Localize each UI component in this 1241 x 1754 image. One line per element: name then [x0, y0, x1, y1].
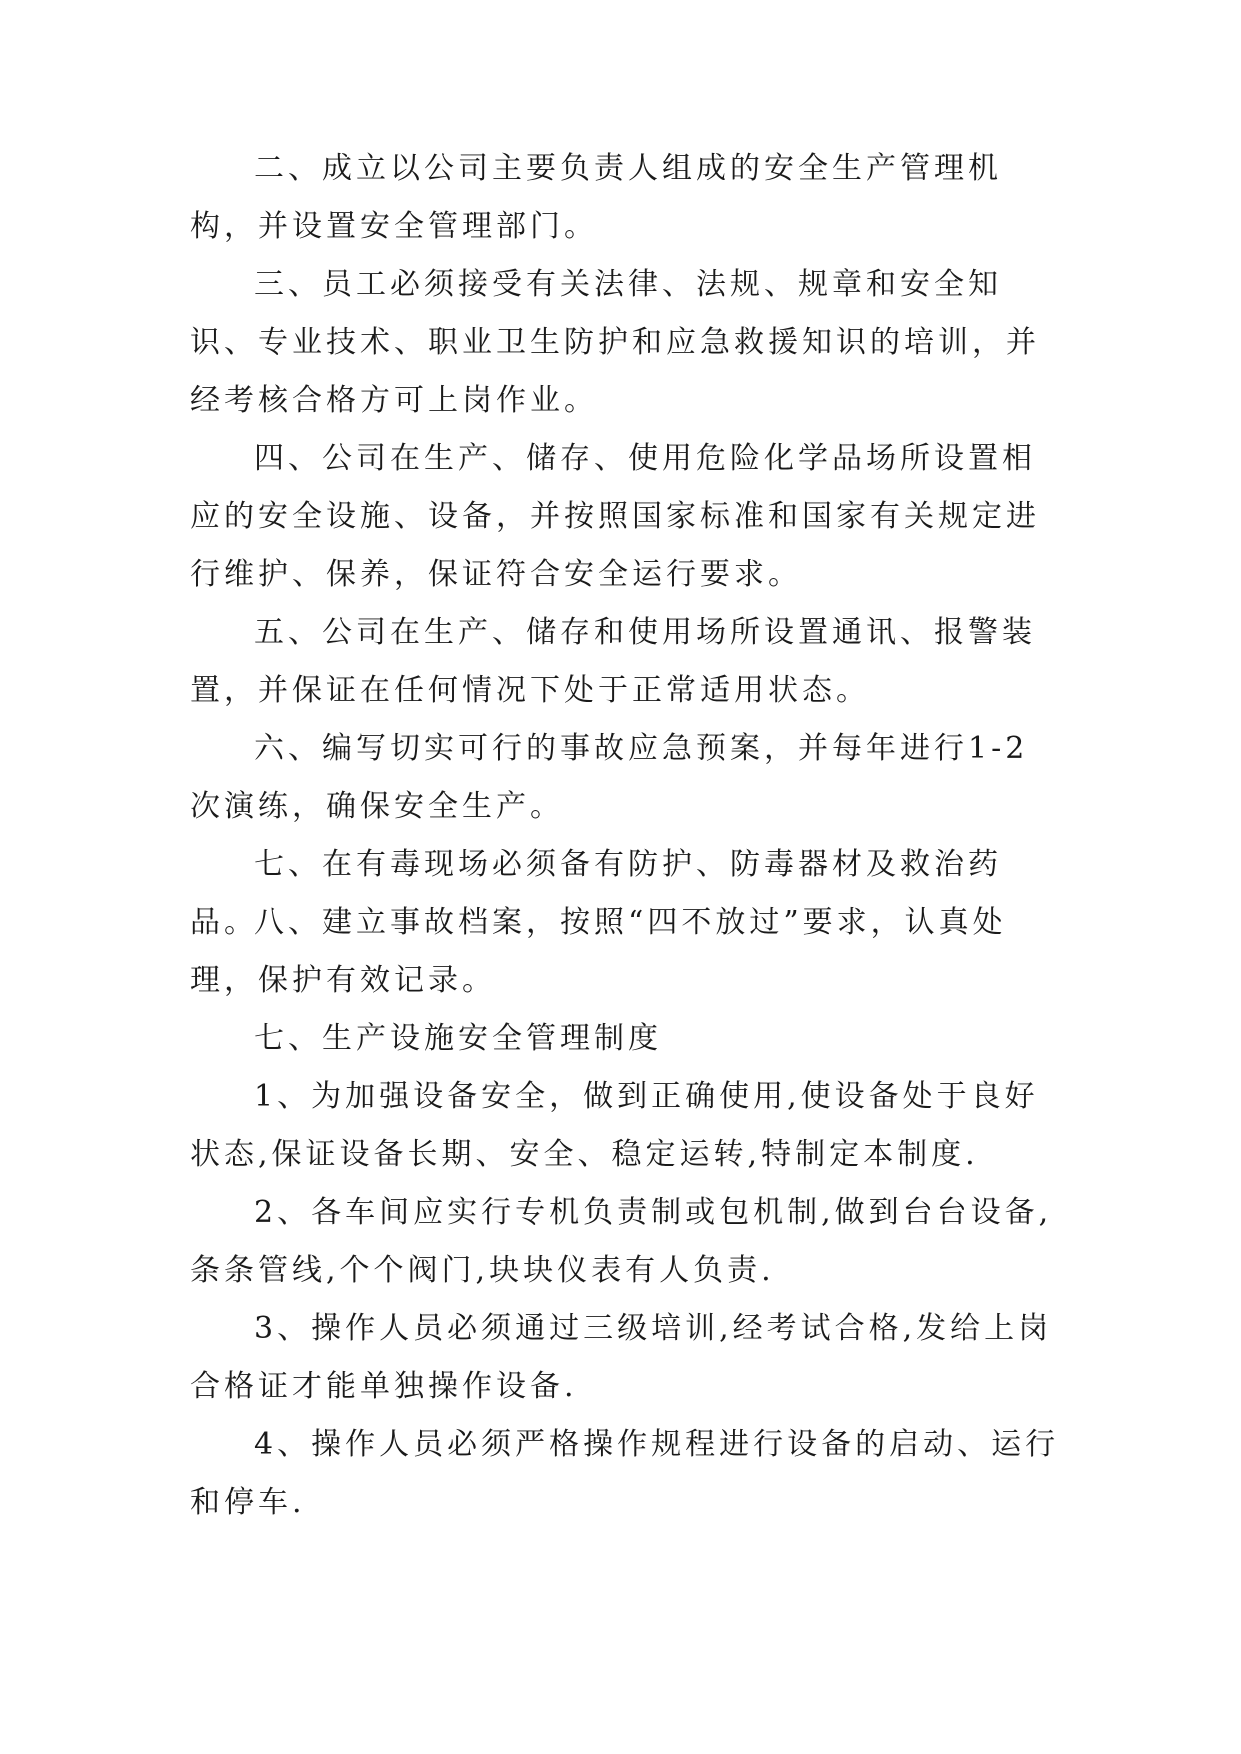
- paragraph-7: 七、在有毒现场必须备有防护、防毒器材及救治药品。: [190, 847, 1002, 940]
- paragraph-6: 六、编写切实可行的事故应急预案，并每年进行1-2次演练，确保安全生产。: [190, 731, 1029, 824]
- paragraph-2: 二、成立以公司主要负责人组成的安全生产管理机构，并设置安全管理部门。: [190, 151, 1002, 244]
- paragraph-3: 三、员工必须接受有关法律、法规、规章和安全知识、专业技术、职业卫生防护和应急救援知识的培训，并经考核合格方可上岗作业。: [190, 267, 1040, 418]
- paragraph-4: 四、公司在生产、储存、使用危险化学品场所设置相应的安全设施、设备，并按照国家标准和国家有关规定进行维护、保养，保证符合安全运行要求。: [190, 441, 1040, 592]
- paragraph-item-1: 1、为加强设备安全，做到正确使用,使设备处于良好状态,保证设备长期、安全、稳定运转,特制定本制度.: [190, 1079, 1039, 1172]
- paragraph-item-4: 4、操作人员必须严格操作规程进行设备的启动、运行和停车.: [190, 1427, 1060, 1520]
- paragraph-item-3: 3、操作人员必须通过三级培训,经考试合格,发给上岗合格证才能单独操作设备.: [190, 1311, 1053, 1404]
- paragraph-8: 八、建立事故档案，按照“四不放过”要求，认真处理，保护有效记录。: [190, 905, 1007, 998]
- paragraph-item-2: 2、各车间应实行专机负责制或包机制,做到台台设备,条条管线,个个阀门,块块仪表有人负责.: [190, 1195, 1053, 1288]
- paragraph-5: 五、公司在生产、储存和使用场所设置通讯、报警装置，并保证在任何情况下处于正常适用状态。: [190, 615, 1036, 708]
- section-heading: 七、生产设施安全管理制度: [254, 1021, 662, 1056]
